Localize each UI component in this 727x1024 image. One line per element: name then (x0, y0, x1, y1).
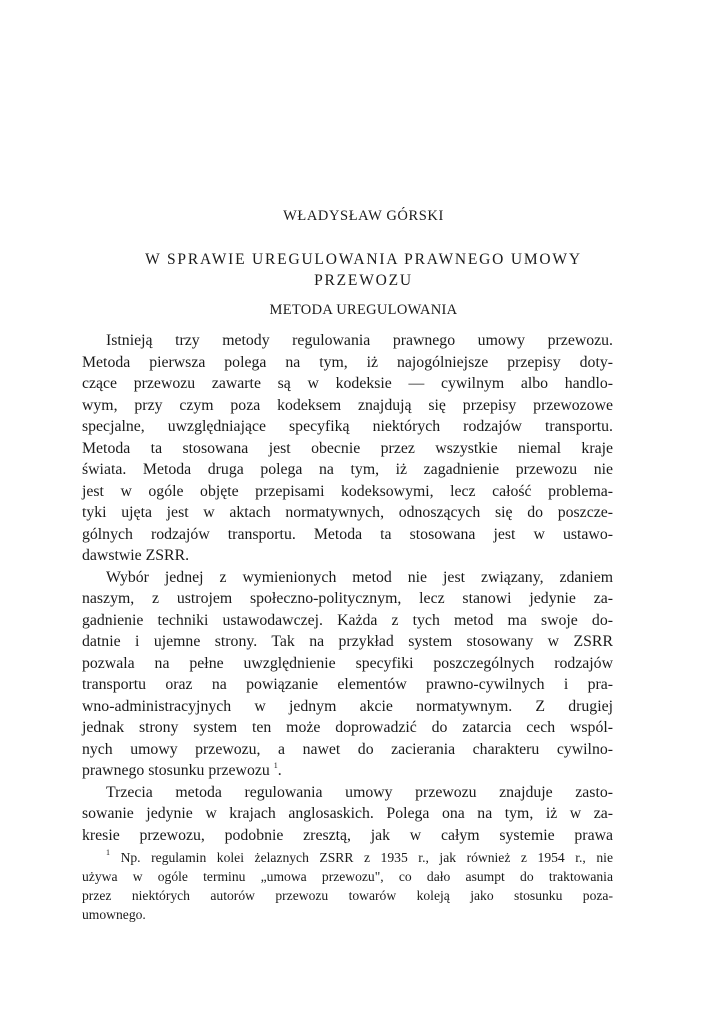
text-line (82, 760, 613, 782)
text-fragment: prawnego stosunku przewozu (82, 762, 270, 779)
text-line: jest w ogóle objęte przepisami kodeksowymi, lecz całość problema- (82, 482, 613, 500)
text-line: czące przewozu zawarte są w kodeksie — cywilnym albo handlo- (82, 375, 613, 392)
text-line: dawstwie ZSRR. (82, 547, 190, 564)
footnote-line: umownego. (82, 907, 146, 922)
footnote-number: 1 (106, 848, 110, 857)
article-title (100, 249, 627, 291)
text-line: Metoda pierwsza polega na tym, iż najogólniejsze przepisy doty- (82, 353, 613, 371)
text-fragment: . (277, 762, 282, 779)
text-line: specjalne, uwzględniające specyfiką niektórych rodzajów transportu. (82, 418, 613, 435)
title-line-2: PRZEWOZU (314, 272, 413, 289)
text-line: gadnienie techniki ustawodawczej. Każda z tych metod ma swoje do- (82, 611, 613, 629)
footnote-line: używa w ogóle terminu „umowa przewozu", co dało asumpt do traktowania (82, 869, 613, 884)
text-line: pozwala na pełne uwzględnienie specyfiki poszczególnych rodzajów (82, 654, 613, 672)
text-line: Trzecia metoda regulowania umowy przewozu znajduje zasto- (106, 783, 613, 801)
text-line: jednak strony system ten może doprowadzić do zatarcia cech wspól- (82, 719, 613, 736)
text-line: naszym, z ustrojem społeczno-politycznym, lecz stanowi jedynie za- (82, 590, 613, 607)
body-text (82, 330, 613, 846)
text-line: wym, przy czym poza kodeksem znajdują się przepisy przewozowe (82, 396, 613, 414)
text-line: gólnych rodzajów transportu. Metoda ta stosowana jest w ustawo- (82, 525, 613, 543)
footnote-text: Np. regulamin kolei żelaznych ZSRR z 1935 r., jak również z 1954 r., nie (120, 850, 613, 865)
text-line: świata. Metoda druga polega na tym, iż zagadnienie przewozu nie (82, 461, 613, 478)
title-line-1: W SPRAWIE UREGULOWANIA PRAWNEGO UMOWY (145, 251, 582, 268)
footnote-reference[interactable]: 1 (273, 761, 278, 770)
footnote-line: przez niektórych autorów przewozu towarów koleją jako stosunku poza- (82, 888, 613, 903)
text-line: datnie i ujemne strony. Tak na przykład system stosowany w ZSRR (82, 633, 613, 650)
text-line: Metoda ta stosowana jest obecnie przez wszystkie niemal kraje (82, 439, 613, 457)
section-heading: METODA UREGULOWANIA (269, 302, 458, 318)
text-line: transportu oraz na powiązanie elementów prawno-cywilnych i pra- (82, 676, 613, 693)
text-line: sowanie jedynie w krajach anglosaskich. Polega ona na tym, iż w za- (82, 805, 613, 822)
text-line: Istnieją trzy metody regulowania prawnego umowy przewozu. (106, 332, 613, 349)
text-line: tyki ujęta jest w aktach normatywnych, odnoszących się do poszcze- (82, 504, 613, 521)
text-line: nych umowy przewozu, a nawet do zacierania charakteru cywilno- (82, 740, 613, 758)
footnote (82, 848, 613, 924)
author-name: WŁADYSŁAW GÓRSKI (283, 208, 444, 224)
text-line: Wybór jednej z wymienionych metod nie jest związany, zdaniem (106, 568, 613, 586)
footnote-line (82, 848, 613, 867)
text-line: kresie przewozu, podobnie zresztą, jak w całym systemie prawa (82, 826, 613, 844)
text-line: wno-administracyjnych w jednym akcie normatywnym. Z drugiej (82, 697, 613, 715)
